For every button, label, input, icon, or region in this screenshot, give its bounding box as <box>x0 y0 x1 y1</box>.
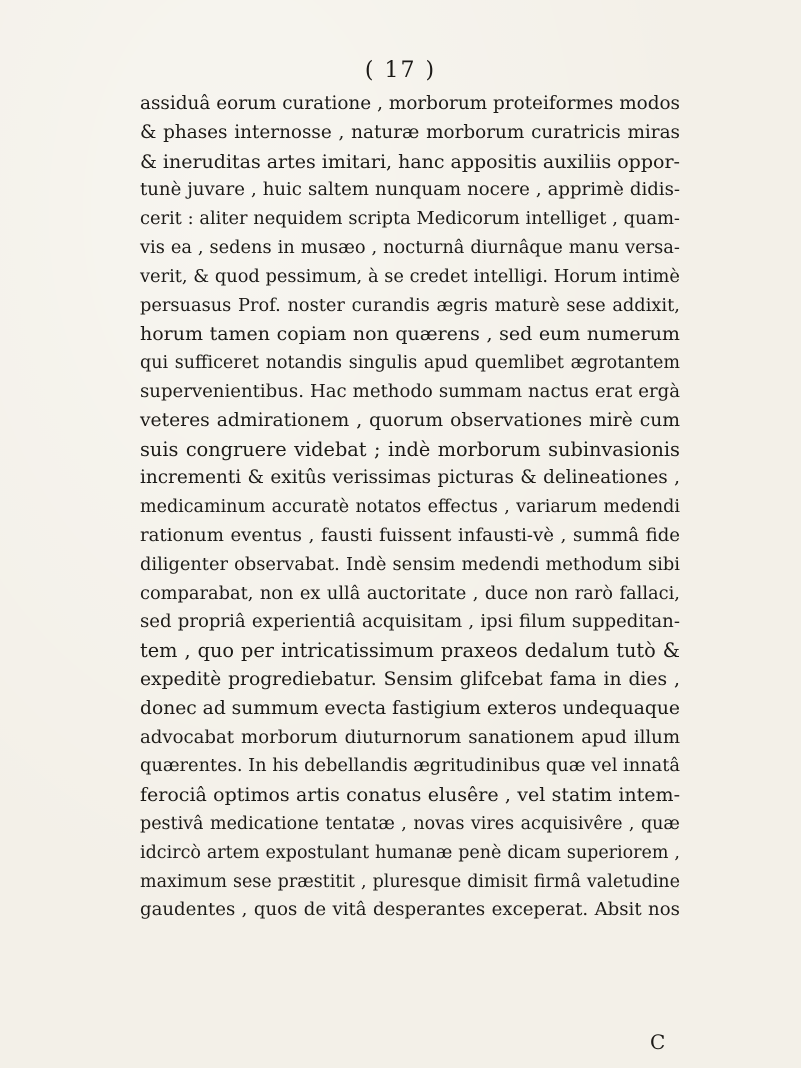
word: modos <box>619 93 680 114</box>
word: Medicorum <box>416 208 520 230</box>
word: , <box>401 813 407 834</box>
word: versa- <box>625 236 680 258</box>
word: morborum <box>437 437 541 461</box>
word: manu <box>568 236 620 258</box>
word: ergà <box>638 380 680 402</box>
word: imitari, <box>321 150 393 173</box>
word: tem <box>140 639 178 663</box>
word: notatos <box>355 497 422 518</box>
word: desperantes <box>372 899 486 921</box>
text-line-8 <box>140 292 680 321</box>
text-line-6 <box>140 234 680 263</box>
word: , <box>371 236 378 258</box>
word: ferociâ <box>140 784 207 807</box>
word: in <box>603 668 622 690</box>
word: quod <box>214 265 260 287</box>
word: methodum <box>545 553 642 575</box>
word: hanc <box>398 150 445 173</box>
word: summâ <box>572 524 640 546</box>
word: rationum <box>140 524 224 546</box>
word: diuturnorum <box>344 726 462 748</box>
word: observationes <box>450 409 583 431</box>
text-line-11 <box>140 378 680 407</box>
word: erat <box>594 380 633 402</box>
word: apud <box>423 353 469 374</box>
word: congruere <box>185 437 287 461</box>
word: fide <box>645 524 680 546</box>
word: tentatæ <box>325 813 395 834</box>
text-line-9 <box>140 320 680 349</box>
word: nos <box>648 899 680 921</box>
word: Absit <box>594 899 642 921</box>
word: & <box>520 467 537 489</box>
word: suppeditan- <box>571 611 680 633</box>
word: dies <box>628 668 668 690</box>
text-line-28 <box>140 868 680 897</box>
word: ipsi <box>480 611 513 633</box>
word: evecta <box>324 697 387 719</box>
word: , <box>560 524 567 546</box>
text-line-18 <box>140 580 680 609</box>
text-line-5 <box>140 205 680 234</box>
word: , <box>184 639 191 663</box>
word: vires <box>470 813 515 834</box>
word: innatâ <box>623 755 680 777</box>
word: auxiliis <box>542 150 612 173</box>
text-line-4 <box>140 176 680 205</box>
word: sensim <box>392 553 456 575</box>
text-line-13 <box>140 436 680 465</box>
word: eventus <box>230 524 302 546</box>
word: sed <box>499 323 533 346</box>
word: acquisivêre <box>520 813 623 834</box>
word: diligenter <box>140 553 228 575</box>
word: Horum <box>553 265 617 287</box>
word: verissimas <box>332 467 432 489</box>
word: sese <box>232 871 272 892</box>
word: ad <box>202 697 226 719</box>
word: pessimum, <box>265 265 363 287</box>
word: veteres <box>140 409 210 431</box>
word: propriâ <box>177 611 246 633</box>
word: duce <box>484 582 529 604</box>
word: expostulant <box>265 842 370 863</box>
text-line-7 <box>140 263 680 292</box>
word: conatus <box>346 784 422 807</box>
text-line-14 <box>140 464 680 493</box>
word: diurnâque <box>470 236 563 258</box>
word: aliter <box>199 208 248 230</box>
text-line-3 <box>140 148 680 177</box>
word: vitâ <box>332 899 367 921</box>
word: summum <box>231 697 319 719</box>
word: quam- <box>623 208 680 230</box>
word: artem <box>206 842 260 863</box>
word: quorum <box>369 409 444 431</box>
word: summam <box>438 380 523 402</box>
word: & <box>140 150 157 173</box>
word: maturè <box>494 294 560 316</box>
word: curandis <box>351 294 430 316</box>
word: dedalum <box>524 639 610 663</box>
word: nequidem <box>253 208 343 230</box>
word: medendi <box>461 553 540 575</box>
word: sanationem <box>468 726 575 748</box>
word: subinvasionis <box>548 437 680 461</box>
word: firmâ <box>533 871 581 892</box>
word: notandis <box>265 353 343 374</box>
word: fallaci, <box>619 582 680 604</box>
word: per <box>241 639 274 663</box>
word: verit, <box>140 265 188 287</box>
word: eum <box>538 323 581 346</box>
word: & <box>193 265 210 287</box>
word: quo <box>197 639 234 663</box>
word: intricatissimum <box>281 639 434 663</box>
text-line-19 <box>140 608 680 637</box>
word: quemlibet <box>474 353 564 374</box>
word: morborum <box>426 121 525 143</box>
word: supervenientibus. <box>140 380 304 402</box>
word: optimos <box>213 784 290 807</box>
word: cerit <box>140 208 182 230</box>
word: , <box>673 668 680 690</box>
word: advocabat <box>140 726 235 748</box>
word: nactus <box>528 380 589 402</box>
word: Sensim <box>383 668 453 690</box>
word: effectus <box>427 497 498 518</box>
text-line-29 <box>140 896 680 925</box>
word: debellandis <box>304 755 408 777</box>
word: credet <box>409 265 468 287</box>
word: noster <box>287 294 345 316</box>
word: exitûs <box>270 467 327 489</box>
word: ægris <box>436 294 488 316</box>
word: undequaque <box>562 697 680 719</box>
word: his <box>272 755 299 777</box>
text-line-24 <box>140 752 680 781</box>
word: naturæ <box>351 121 420 143</box>
word: , <box>674 842 680 863</box>
word: à <box>367 265 379 287</box>
word: : <box>187 208 194 230</box>
word: gaudentes <box>140 899 236 921</box>
word: phases <box>163 121 228 143</box>
word: ineruditas <box>162 150 261 173</box>
word: ea <box>170 236 192 258</box>
text-line-12 <box>140 407 680 436</box>
word: filum <box>519 611 566 633</box>
word: , <box>504 497 510 518</box>
word: curatione <box>282 93 372 114</box>
word: singulis <box>348 353 418 374</box>
text-line-23 <box>140 724 680 753</box>
word: methodo <box>352 380 433 402</box>
word: In <box>248 755 267 777</box>
word: novas <box>413 813 465 834</box>
word: morborum <box>388 93 488 114</box>
word: se <box>384 265 404 287</box>
word: variarum <box>516 497 598 518</box>
word: pluresque <box>372 871 462 892</box>
word: acquisitam <box>361 611 463 633</box>
word: persuasus <box>140 294 232 316</box>
word: elusêre <box>427 784 499 807</box>
word: , <box>250 179 257 201</box>
word: addixit, <box>612 294 680 316</box>
word: ex <box>299 582 321 604</box>
word: medicatione <box>209 813 319 834</box>
word: juvare <box>187 179 245 201</box>
word: idcircò <box>140 842 201 863</box>
word: intelligi. <box>473 265 549 287</box>
word: , <box>360 871 367 892</box>
word: medendi <box>603 497 680 518</box>
word: huic <box>262 179 302 201</box>
word: intimè <box>622 265 680 287</box>
word: non <box>534 582 569 604</box>
text-line-20 <box>140 637 680 666</box>
word: vel <box>517 784 546 807</box>
word: progrediebatur. <box>228 668 377 690</box>
word: non <box>259 582 294 604</box>
word: qui <box>140 353 169 374</box>
word: , <box>472 582 479 604</box>
word: eorum <box>216 93 277 114</box>
word: tunè <box>140 179 182 201</box>
word: exteros <box>486 697 557 719</box>
word: Prof. <box>237 294 281 316</box>
word: internosse <box>234 121 332 143</box>
word: exceperat. <box>491 899 589 921</box>
word: sibi <box>648 553 680 575</box>
word: nunquam <box>374 179 462 201</box>
word: glifcebat <box>459 668 543 690</box>
text-line-26 <box>140 810 680 839</box>
word: dimisit <box>467 871 528 892</box>
word: nocturnâ <box>383 236 465 258</box>
word: valetudine <box>586 871 680 892</box>
word: , <box>308 524 315 546</box>
word: tutò <box>616 639 656 663</box>
text-line-10 <box>140 349 680 378</box>
word: fama <box>549 668 597 690</box>
text-line-15 <box>140 493 680 522</box>
word: curatricis <box>531 121 621 143</box>
word: ægritudinibus <box>413 755 541 777</box>
word: infausti-vè <box>458 524 554 546</box>
word: incrementi <box>140 467 242 489</box>
word: penè <box>458 842 502 863</box>
word: Indè <box>345 553 387 575</box>
word: fastigium <box>392 697 481 719</box>
word: Hac <box>309 380 347 402</box>
word: apprimè <box>547 179 624 201</box>
word: de <box>303 899 327 921</box>
word: miras <box>627 121 680 143</box>
word: horum <box>140 323 204 346</box>
text-line-2 <box>140 119 680 148</box>
word: delineationes <box>543 467 668 489</box>
word: pestivâ <box>140 813 204 834</box>
word: videbat <box>294 437 367 461</box>
word: illum <box>633 726 680 748</box>
word: numerum <box>586 323 680 346</box>
word: apud <box>581 726 627 748</box>
word: observabat. <box>234 553 340 575</box>
word: admirationem <box>216 409 350 431</box>
text-line-1 <box>140 90 680 119</box>
word: musæo <box>300 236 366 258</box>
word: statim <box>551 784 613 807</box>
word: comparabat, <box>140 582 254 604</box>
word: quæ <box>640 813 680 834</box>
word: , <box>486 323 493 346</box>
word: didis- <box>629 179 680 201</box>
word: ægrotantem <box>570 353 680 374</box>
text-line-21 <box>140 666 680 695</box>
word: auctoritate <box>366 582 467 604</box>
word: picturas <box>437 467 514 489</box>
word: non <box>352 323 389 346</box>
word: , <box>535 179 542 201</box>
word: præstitit <box>277 871 355 892</box>
word: , <box>338 121 345 143</box>
word: cum <box>639 409 680 431</box>
word: ullâ <box>326 582 361 604</box>
text-line-27 <box>140 839 680 868</box>
word: quos <box>253 899 298 921</box>
word: , <box>612 208 618 230</box>
word: oppor- <box>617 150 680 173</box>
text-line-17 <box>140 551 680 580</box>
word: saltem <box>307 179 369 201</box>
word: praxeos <box>440 639 518 663</box>
word: expeditè <box>140 668 222 690</box>
word: , <box>504 784 511 807</box>
word: intelliget <box>525 208 607 230</box>
word: sedens <box>209 236 272 258</box>
word: scripta <box>348 208 411 230</box>
word: mirè <box>589 409 633 431</box>
word: vis <box>140 236 165 258</box>
text-line-22 <box>140 695 680 724</box>
word: ; <box>373 437 381 461</box>
word: sese <box>566 294 606 316</box>
word: sed <box>140 611 172 633</box>
word: accuratè <box>271 497 350 518</box>
body-text <box>140 90 680 925</box>
word: superiorem <box>566 842 669 863</box>
word: , <box>674 467 680 489</box>
word: , <box>628 813 635 834</box>
word: rarò <box>574 582 613 604</box>
word: fausti <box>320 524 373 546</box>
word: suis <box>140 437 179 461</box>
word: artes <box>266 150 316 173</box>
catchword: C <box>650 1030 666 1054</box>
word: donec <box>140 697 197 719</box>
word: & <box>662 639 680 663</box>
word: dicam <box>507 842 561 863</box>
word: , <box>468 611 475 633</box>
word: maximum <box>140 871 227 892</box>
word: & <box>140 121 157 143</box>
word: , <box>197 236 204 258</box>
word: morborum <box>241 726 338 748</box>
word: in <box>277 236 295 258</box>
word: intem- <box>618 784 680 807</box>
word: , <box>356 409 363 431</box>
word: & <box>247 467 264 489</box>
word: nocere <box>467 179 530 201</box>
word: sufficeret <box>174 353 259 374</box>
word: experientiâ <box>251 611 356 633</box>
word: quæ <box>545 755 586 777</box>
word: quærentes. <box>140 755 243 777</box>
word: proteiformes <box>493 93 614 114</box>
word: , <box>377 93 383 114</box>
text-line-25 <box>140 781 680 810</box>
word: assiduâ <box>140 93 211 114</box>
word: copiam <box>276 323 347 346</box>
word: medicaminum <box>140 497 266 518</box>
word: fuissent <box>379 524 452 546</box>
word: humanæ <box>375 842 453 863</box>
word: artis <box>295 784 340 807</box>
word: , <box>241 899 248 921</box>
word: indè <box>387 437 431 461</box>
text-line-16 <box>140 522 680 551</box>
word: tamen <box>209 323 271 346</box>
word: vel <box>591 755 618 777</box>
word: appositis <box>450 150 537 173</box>
word: quærens <box>395 323 480 346</box>
page-number: ( 17 ) <box>364 58 437 83</box>
